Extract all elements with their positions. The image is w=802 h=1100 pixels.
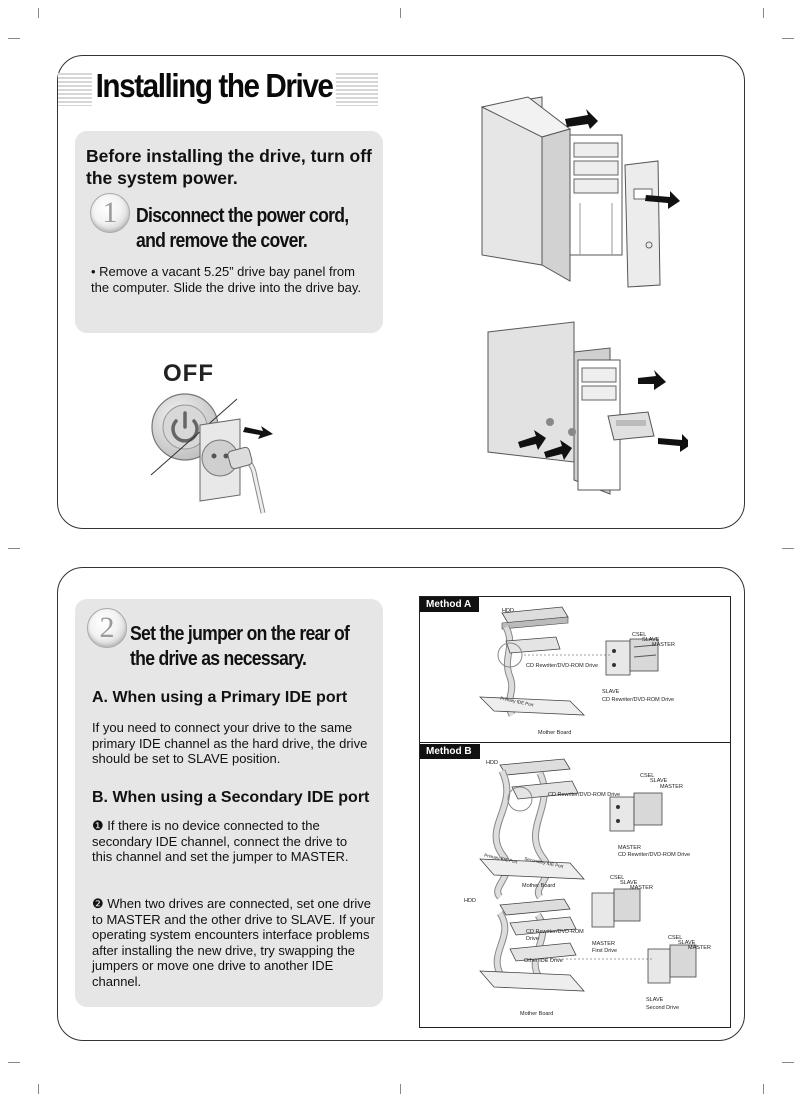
- section-a-heading: A. When using a Primary IDE port: [92, 689, 348, 706]
- jumper-pin-label: CSEL: [610, 875, 625, 881]
- jumper-pin-label: SLAVE: [678, 940, 696, 946]
- section-b-heading: B. When using a Secondary IDE port: [92, 789, 370, 806]
- cable-label: Primary IDE Port: [483, 852, 518, 865]
- hdd-label: HDD: [502, 608, 514, 614]
- method-b-tag: Method B: [420, 744, 480, 759]
- motherboard-label: Mother Board: [522, 883, 556, 889]
- hdd-label: HDD: [486, 760, 498, 766]
- step1-title: Disconnect the power cord, and remove the cover.: [136, 205, 349, 252]
- step1-instruction: • Remove a vacant 5.25” drive bay panel from the computer. Slide the drive into the drive bay.: [91, 264, 362, 295]
- jumper-pin-label: MASTER: [630, 885, 653, 891]
- hdd-label: HDD: [464, 898, 476, 904]
- cable-label: Secondary IDE Port: [523, 855, 564, 870]
- crop-mark: [8, 548, 20, 549]
- crop-mark: [782, 548, 794, 549]
- jumper-pin-label: SLAVE: [642, 637, 660, 643]
- off-label: OFF: [163, 360, 214, 387]
- jumper-pin-label: MASTER: [660, 784, 683, 790]
- crop-mark: [8, 38, 20, 39]
- slave-label: SLAVE: [646, 997, 664, 1003]
- master-label: MASTER: [618, 845, 641, 851]
- power-off-notice: Before installing the drive, turn off the system power.: [86, 146, 372, 188]
- cd-drive-label: CD Rewriter/DVD-ROM Drive: [526, 929, 584, 942]
- cd-drive-label: CD Rewriter/DVD-ROM Drive: [526, 663, 599, 669]
- master-device-label: CD Rewriter/DVD-ROM Drive: [618, 852, 691, 858]
- crop-mark: [38, 8, 39, 18]
- pc-case-drive-insert: [478, 312, 688, 502]
- second-drive-label: Second Drive: [646, 1005, 680, 1011]
- step-number-badge: 2: [87, 608, 127, 648]
- section-b-item-1: ❶ If there is no device connected to the secondary IDE channel, connect the drive to this channel and set the jumper to MASTER.: [92, 818, 349, 864]
- crop-mark: [782, 38, 794, 39]
- crop-mark: [763, 1084, 764, 1094]
- crop-mark: [763, 8, 764, 18]
- step2-title: Set the jumper on the rear of the drive as necessary.: [130, 623, 350, 670]
- slave-device-label: CD Rewriter/DVD-ROM Drive: [602, 697, 675, 703]
- jumper-pin-label: CSEL: [668, 935, 683, 941]
- jumper-pin-label: MASTER: [652, 642, 675, 648]
- crop-mark: [400, 8, 401, 18]
- section-a-text: If you need to connect your drive to the same primary IDE channel as the hard drive, the drive should be set to SLAVE position.: [92, 720, 368, 766]
- other-ide-label: Other IDE Drive: [524, 958, 563, 964]
- method-a-tag: Method A: [420, 597, 479, 612]
- crop-mark: [38, 1084, 39, 1094]
- jumper-pin-label: MASTER: [688, 945, 711, 951]
- crop-mark: [400, 1084, 401, 1094]
- jumper-pin-label: SLAVE: [620, 880, 638, 886]
- first-drive-label: First Drive: [592, 948, 618, 954]
- crop-mark: [8, 1062, 20, 1063]
- motherboard-label: Mother Board: [520, 1011, 554, 1017]
- section-b-item-2: ❷ When two drives are connected, set one drive to MASTER and the other drive to SLAVE. If your operating system encounters interface problems after installing the new drive, try swapping the jumpers or move one drive to another IDE channel.: [92, 896, 376, 989]
- motherboard-label: Mother Board: [538, 730, 572, 736]
- pc-case-cover-removal: [470, 85, 690, 290]
- slave-label: SLAVE: [602, 689, 620, 695]
- step-number-badge: 1: [90, 193, 130, 233]
- jumper-pin-label: CSEL: [632, 632, 647, 638]
- cable-label: Primary IDE Port: [499, 695, 534, 708]
- master-label: MASTER: [592, 941, 615, 947]
- method-diagram: [419, 596, 731, 1028]
- jumper-pin-label: CSEL: [640, 773, 655, 779]
- cd-drive-label: CD Rewriter/DVD-ROM Drive: [548, 792, 621, 798]
- page-title: Installing the Drive: [92, 66, 336, 106]
- jumper-pin-label: SLAVE: [650, 778, 668, 784]
- power-off-illustration: [145, 385, 285, 520]
- crop-mark: [782, 1062, 794, 1063]
- ide-connection-drawings: [420, 597, 730, 1027]
